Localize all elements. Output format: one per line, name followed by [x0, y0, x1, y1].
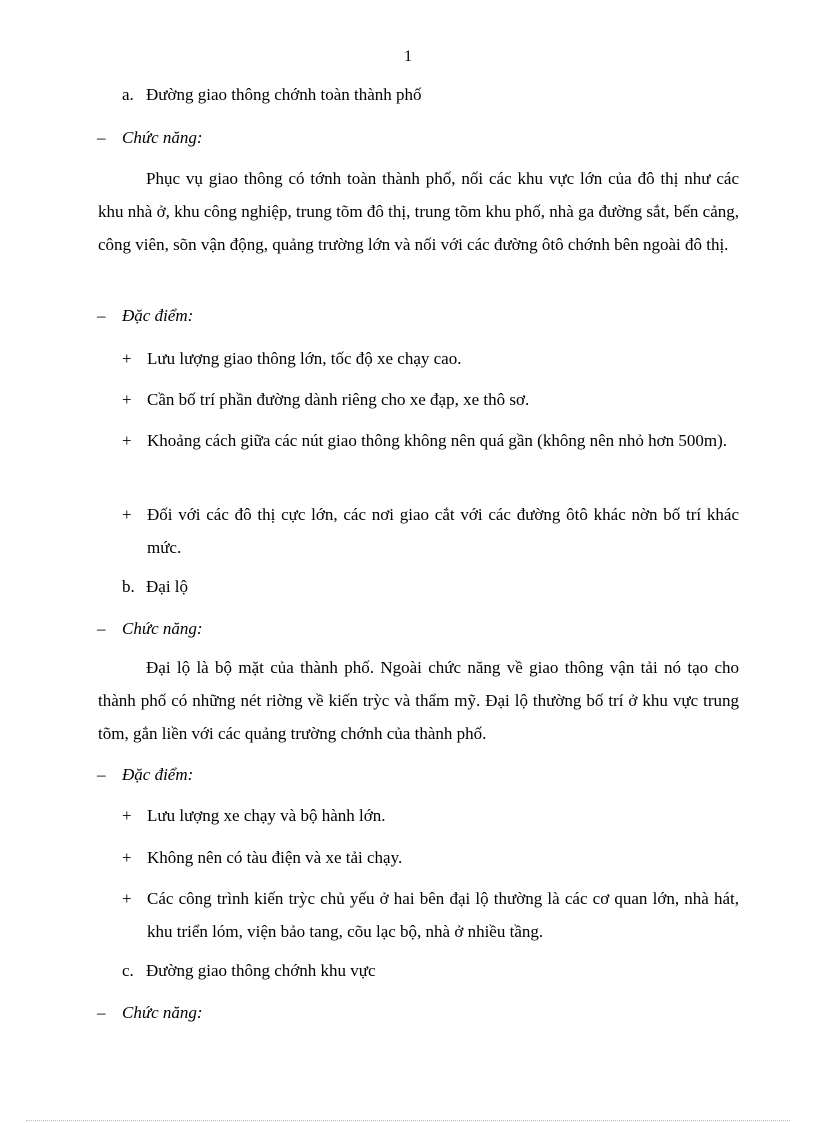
- section-a-mark: a.: [122, 85, 134, 104]
- dash-marker: –: [97, 619, 106, 638]
- section-c-heading: [122, 961, 376, 981]
- dash-marker: –: [97, 128, 106, 147]
- section-a-function-text: Phục vụ giao thông có tớnh toàn thành phố, nối các khu vực lớn của đô thị như các khu nhà ở, khu công nghiệp, trung tõm đô thị, trung tõm khu phố, nhà ga đường sắt, bến cảng, công viên, sõn vận động, quảng trường lớn và nối với các đường ôtô chớnh bên ngoài đô thị.: [98, 169, 739, 254]
- plus-marker: +: [122, 889, 132, 908]
- section-a-feature-item: [122, 424, 739, 457]
- section-a-feature-item: [122, 498, 739, 564]
- section-b-feature-item: [122, 841, 739, 874]
- feature-label-text: Đặc điểm:: [122, 306, 194, 325]
- section-c-mark: c.: [122, 961, 134, 980]
- section-b-heading: [122, 577, 188, 597]
- feature-text: Đối với các đô thị cực lớn, các nơi giao cắt với các đường ôtô khác nờn bố trí khác mức.: [147, 505, 739, 557]
- feature-label-text: Đặc điểm:: [122, 765, 194, 784]
- section-b-feature-item: [122, 799, 739, 832]
- section-b-mark: b.: [122, 577, 135, 596]
- plus-marker: +: [122, 390, 132, 409]
- section-b-feature-label: [97, 765, 193, 785]
- dash-marker: –: [97, 306, 106, 325]
- section-b-function-label: [97, 619, 203, 639]
- feature-text: Cần bố trí phần đường dành riêng cho xe đạp, xe thô sơ.: [147, 390, 530, 409]
- section-a-function-label: [97, 128, 203, 148]
- plus-marker: +: [122, 431, 132, 450]
- function-label-text: Chức năng:: [122, 1003, 203, 1022]
- section-c-function-label: [97, 1003, 203, 1023]
- dash-marker: –: [97, 765, 106, 784]
- section-b-title: Đại lộ: [146, 577, 189, 596]
- section-a-heading: [122, 85, 422, 105]
- section-a-feature-label: [97, 306, 193, 326]
- section-b-feature-item: [122, 882, 739, 948]
- section-a-feature-item: [122, 342, 739, 375]
- section-a-title: Đường giao thông chớnh toàn thành phố: [146, 85, 422, 104]
- function-label-text: Chức năng:: [122, 619, 203, 638]
- plus-marker: +: [122, 349, 132, 368]
- function-label-text: Chức năng:: [122, 128, 203, 147]
- plus-marker: +: [122, 848, 132, 867]
- section-c-title: Đường giao thông chớnh khu vực: [146, 961, 376, 980]
- plus-marker: +: [122, 806, 132, 825]
- feature-text: Khoảng cách giữa các nút giao thông không nên quá gần (không nên nhỏ hơn 500m).: [147, 431, 728, 450]
- dash-marker: –: [97, 1003, 106, 1022]
- feature-text: Lưu lượng xe chạy và bộ hành lớn.: [147, 806, 386, 825]
- page-bottom-divider: [26, 1120, 790, 1121]
- page-number: 1: [404, 48, 412, 65]
- feature-text: Lưu lượng giao thông lớn, tốc độ xe chạy cao.: [147, 349, 462, 368]
- section-a-feature-item: [122, 383, 739, 416]
- section-b-function-text: Đại lộ là bộ mặt của thành phố. Ngoài chức năng về giao thông vận tải nó tạo cho thành phố có những nét riờng về kiến trỳc và thẩm mỹ. Đại lộ thường bố trí ở khu vực trung tõm, gắn liền với các quảng trường chớnh của thành phố.: [98, 658, 739, 743]
- plus-marker: +: [122, 505, 132, 524]
- feature-text: Không nên có tàu điện và xe tải chạy.: [147, 848, 403, 867]
- feature-text: Các công trình kiến trỳc chủ yếu ở hai bên đại lộ thường là các cơ quan lớn, nhà hát, khu triển lóm, viện bảo tang, cõu lạc bộ, nhà ở nhiều tầng.: [147, 889, 739, 941]
